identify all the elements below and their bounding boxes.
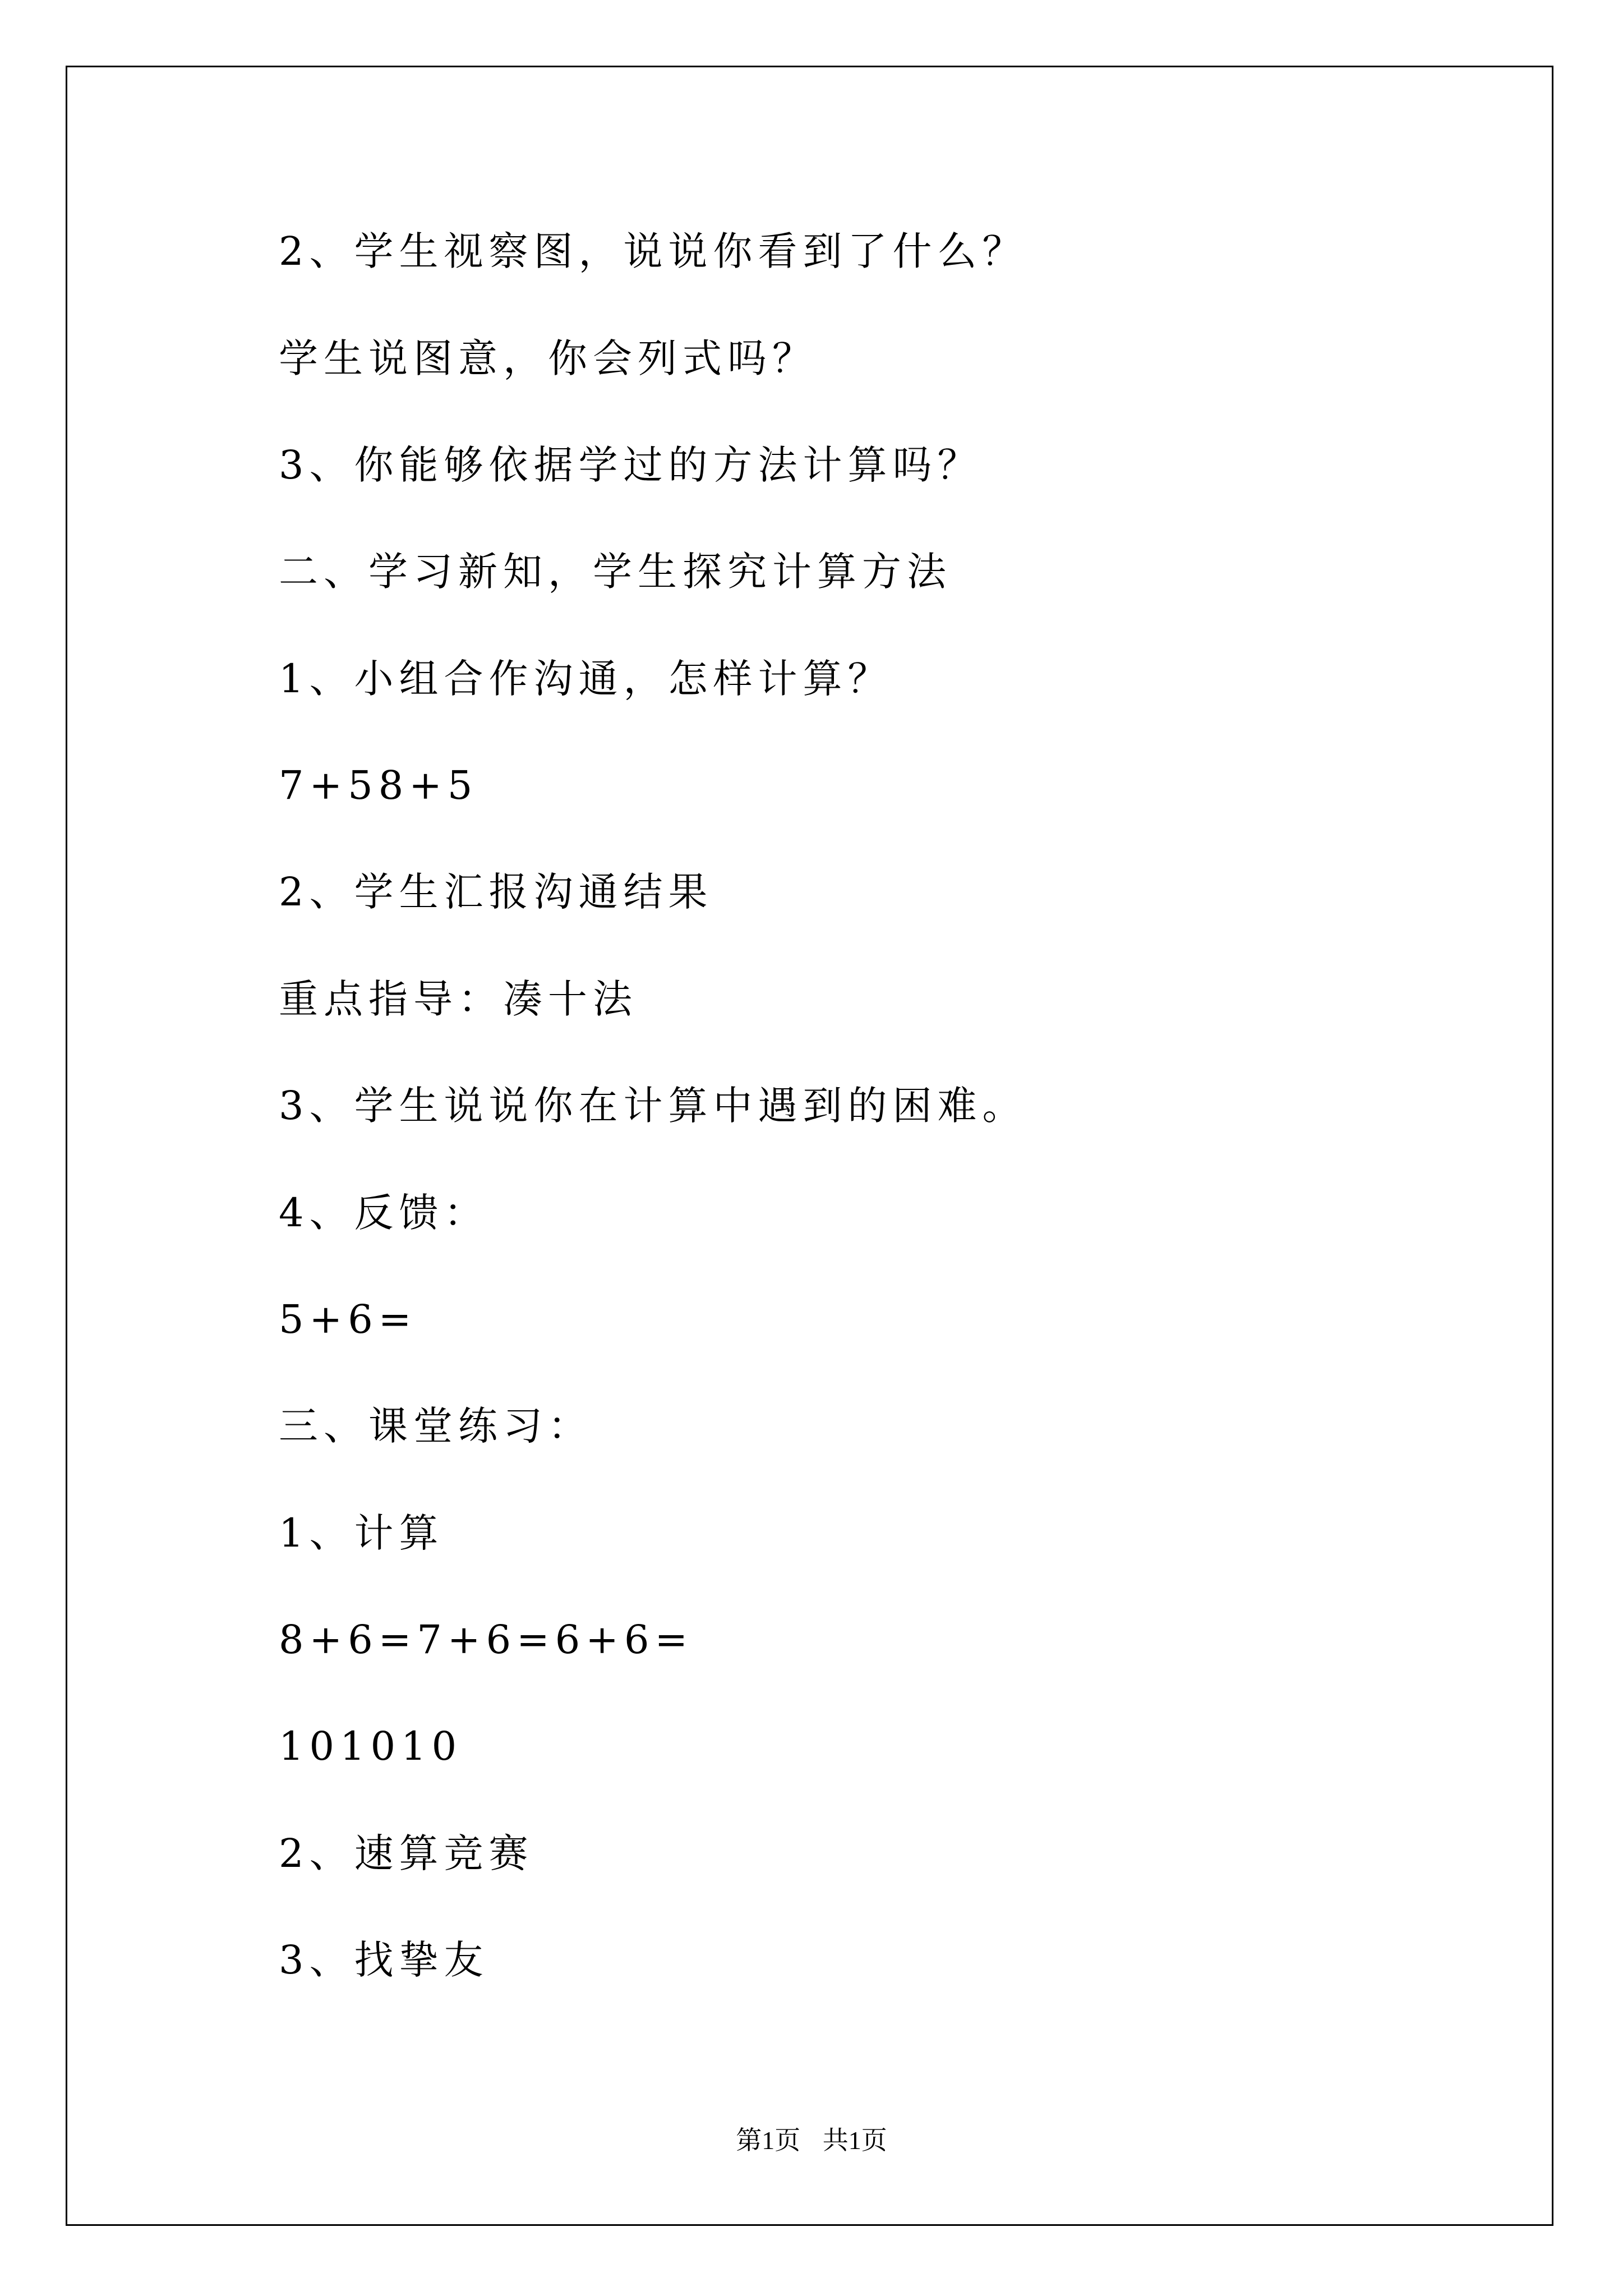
text-line: 4、反馈：: [279, 1190, 489, 1236]
text-line: 101010: [279, 1723, 463, 1769]
page-number: 第1页: [736, 2126, 801, 2155]
text-line: 3、学生说说你在计算中遇到的困难。: [279, 1083, 1027, 1129]
text-line: 2、学生视察图，说说你看到了什么？: [279, 228, 1027, 274]
text-line: 7+58+5: [279, 762, 478, 808]
text-line: 1、计算: [279, 1510, 444, 1556]
section-heading: 二、学习新知，学生探究计算方法: [279, 549, 952, 595]
text-line: 学生说图意，你会列式吗？: [279, 335, 817, 381]
text-line: 8+6=7+6=6+6=: [279, 1617, 694, 1663]
page-footer: [0, 2125, 1623, 2156]
text-line: 重点指导：凑十法: [279, 976, 638, 1022]
text-line: 2、学生汇报沟通结果: [279, 869, 713, 915]
text-line: 3、找挚友: [279, 1937, 489, 1983]
section-heading: 三、课堂练习：: [279, 1403, 593, 1449]
page-border: [66, 66, 1553, 2226]
text-line: 2、速算竞赛: [279, 1830, 534, 1876]
text-line: 5+6=: [279, 1296, 417, 1342]
text-line: 1、小组合作沟通，怎样计算？: [279, 656, 893, 702]
page-total: 共1页: [822, 2126, 887, 2155]
text-line: 3、你能够依据学过的方法计算吗？: [279, 442, 983, 488]
